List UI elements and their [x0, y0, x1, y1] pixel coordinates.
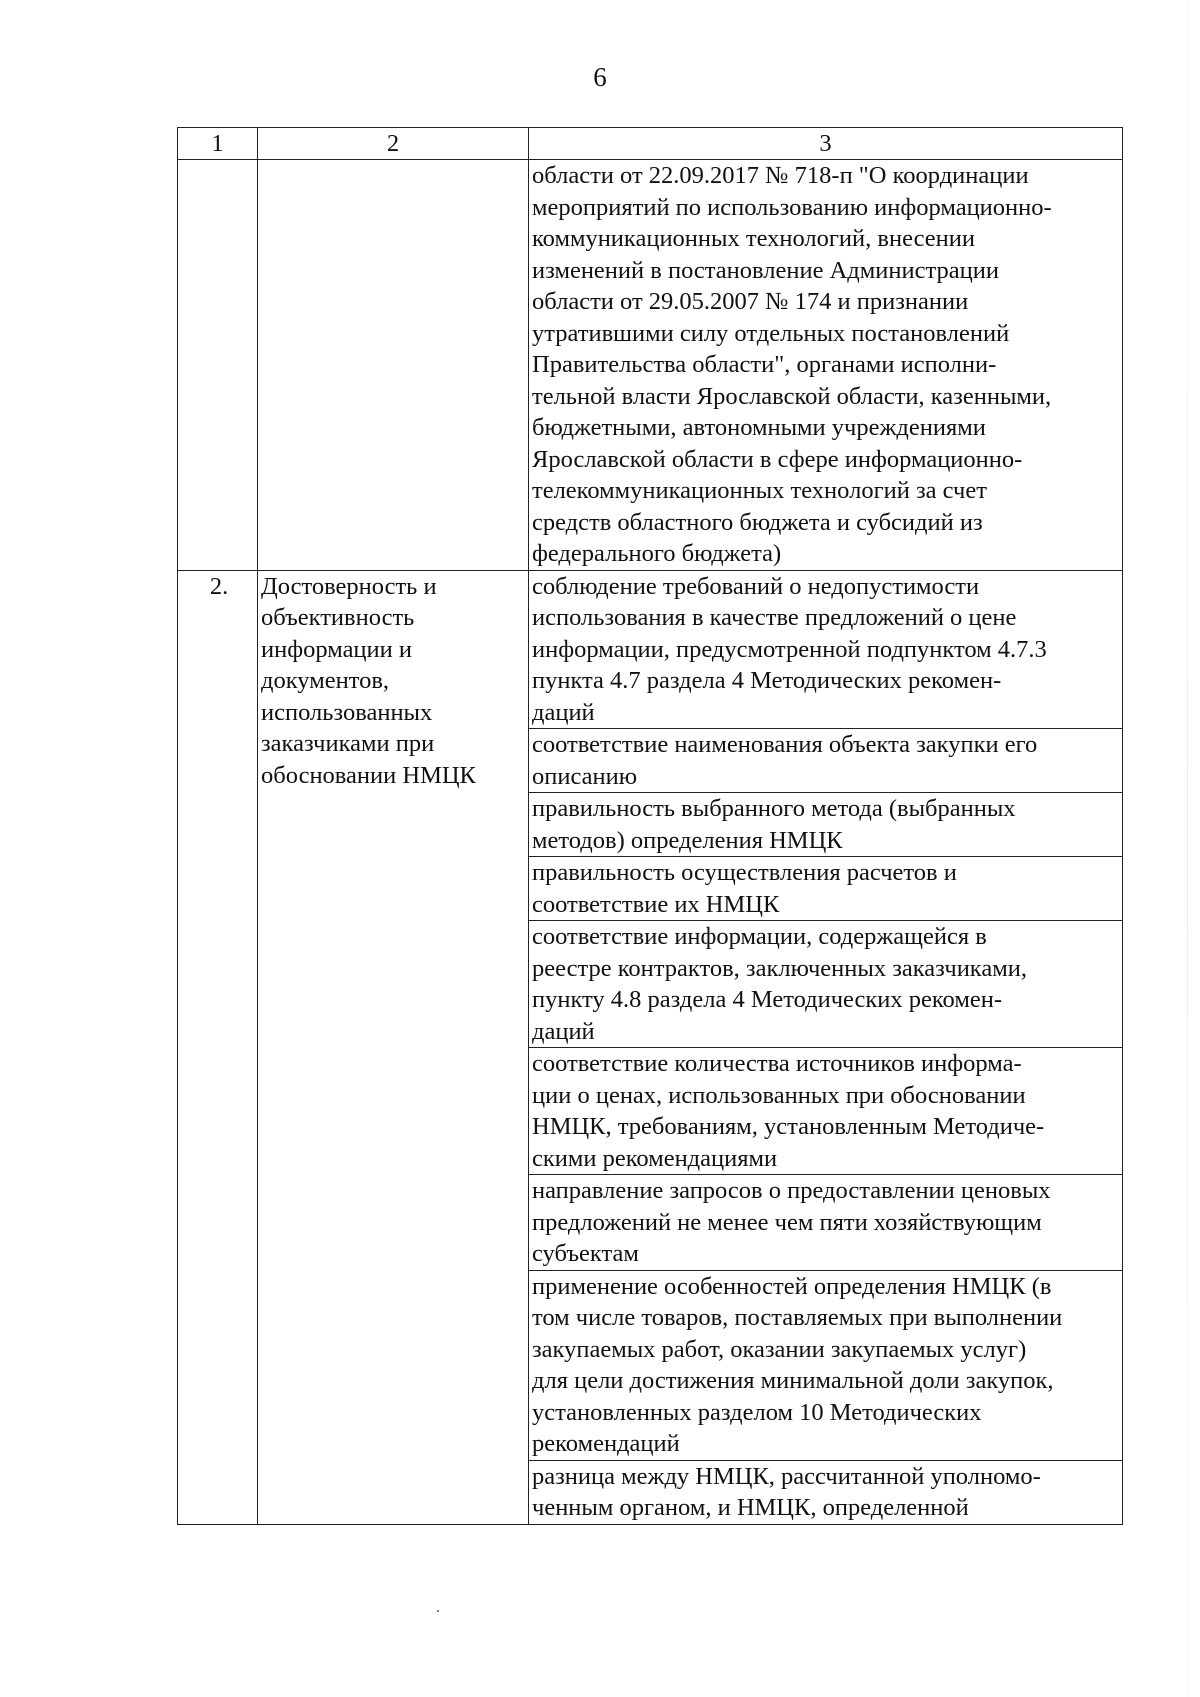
check-item-line: области от 22.09.2017 № 718-п "О координации [532, 162, 1029, 189]
criteria-table [177, 127, 1123, 1525]
check-item-cell [529, 793, 1123, 857]
check-item-line: пункта 4.7 раздела 4 Методических рекомен- [532, 667, 1002, 694]
check-item-line: соответствие их НМЦК [532, 890, 780, 918]
check-item-line: области от 29.05.2007 № 174 и признании [532, 288, 969, 315]
check-item-cell [529, 729, 1123, 793]
check-item-line: использования в качестве предложений о цене [532, 604, 1017, 631]
criterion-cell [258, 160, 529, 571]
page-number: 6 [593, 62, 607, 92]
check-item-cell [529, 857, 1123, 921]
check-item-line: бюджетными, автономными учреждениями [532, 414, 986, 441]
check-item-line: правильность осуществления расчетов и [532, 859, 957, 886]
check-item-line: правильность выбранного метода (выбранных [532, 795, 1016, 822]
check-item-cell [529, 570, 1123, 729]
scan-dot [437, 1610, 439, 1612]
check-item-line: телекоммуникационных технологий за счет [532, 477, 987, 504]
check-item-line: мероприятий по использованию информационно- [532, 193, 1052, 221]
check-item-line: соблюдение требований о недопустимости [532, 572, 980, 600]
check-item-line: соответствие наименования объекта закупки его [532, 731, 1038, 758]
check-item-line: НМЦК, требованиям, установленным Методиче- [532, 1113, 1045, 1140]
criterion-line: заказчиками при [261, 730, 435, 757]
check-item-line: соответствие информации, содержащейся в [532, 923, 987, 950]
check-item-line: федерального бюджета) [532, 540, 782, 567]
check-item-line: установленных разделом 10 Методических [532, 1398, 982, 1426]
check-item-line: описанию [532, 762, 638, 790]
row-number [178, 160, 258, 571]
header-col-3: 3 [529, 128, 1123, 160]
table-row [178, 570, 1123, 729]
scan-edge [1187, 0, 1188, 1697]
criterion-line: объективность [261, 604, 415, 631]
check-item-cell [529, 1175, 1123, 1271]
check-item-line: тельной власти Ярославской области, казенными, [532, 382, 1052, 410]
criterion-line: информации и [261, 635, 413, 663]
check-item-line: для цели достижения минимальной доли закупок, [532, 1367, 1054, 1394]
check-item-cell [529, 921, 1123, 1048]
criterion-line: документов, [261, 667, 390, 694]
check-item-line: изменений в постановление Администрации [532, 256, 999, 284]
check-item-cell [529, 1270, 1123, 1460]
check-item-line: коммуникационных технологий, внесении [532, 225, 975, 252]
check-item-cell [529, 160, 1123, 571]
row-number: 2. [178, 570, 258, 1524]
criterion-line: использованных [261, 698, 433, 726]
check-item-line: средств областного бюджета и субсидий из [532, 508, 983, 536]
check-item-line: рекомендаций [532, 1430, 680, 1457]
table-header-row [178, 128, 1123, 160]
criterion-line: Достоверность и [261, 572, 437, 600]
check-item-line: утратившими силу отдельных постановлений [532, 319, 1010, 347]
check-item-line: реестре контрактов, заключенных заказчиками, [532, 954, 1027, 982]
check-item-line: информации, предусмотренной подпунктом 4.7.3 [532, 635, 1047, 663]
header-col-2: 2 [258, 128, 529, 160]
check-item-line: том числе товаров, поставляемых при выполнении [532, 1304, 1063, 1331]
check-item-line: субъектам [532, 1240, 639, 1267]
check-item-cell [529, 1460, 1123, 1524]
check-item-line: Ярославской области в сфере информационно- [532, 445, 1023, 473]
criterion-line: обосновании НМЦК [261, 761, 476, 789]
check-item-line: закупаемых работ, оказании закупаемых услуг) [532, 1335, 1027, 1363]
check-item-line: даций [532, 1017, 595, 1045]
check-item-line: Правительства области", органами исполни- [532, 351, 997, 378]
check-item-line: ции о ценах, использованных при обосновании [532, 1081, 1026, 1109]
criterion-cell [258, 570, 529, 1524]
table-row [178, 160, 1123, 571]
check-item-cell [529, 1048, 1123, 1175]
check-item-line: предложений не менее чем пяти хозяйствующим [532, 1208, 1042, 1236]
check-item-line: ченным органом, и НМЦК, определенной [532, 1494, 969, 1521]
header-col-1: 1 [178, 128, 258, 160]
check-item-line: применение особенностей определения НМЦК (в [532, 1272, 1052, 1300]
check-item-line: разница между НМЦК, рассчитанной уполномо- [532, 1462, 1041, 1490]
check-item-line: направление запросов о предоставлении ценовых [532, 1177, 1051, 1204]
check-item-line: даций [532, 698, 595, 726]
check-item-line: методов) определения НМЦК [532, 826, 843, 854]
check-item-line: скими рекомендациями [532, 1144, 778, 1172]
check-item-line: соответствие количества источников информа- [532, 1050, 1022, 1077]
check-item-line: пункту 4.8 раздела 4 Методических рекомен- [532, 986, 1002, 1013]
